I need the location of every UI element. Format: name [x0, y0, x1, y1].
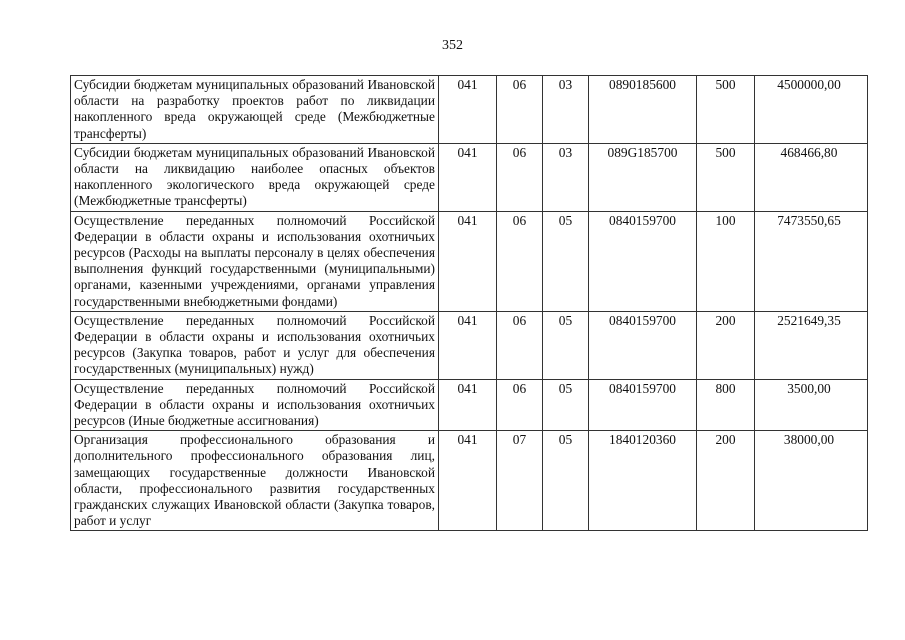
target-article-code: 0840159700: [589, 379, 697, 431]
budget-table: [70, 75, 868, 531]
table-row: [71, 211, 868, 311]
row-description: Субсидии бюджетам муниципальных образований Ивановской области на разработку проектов работ по ликвидации накопленного вреда окружающей среде (Межбюджетные трансферты): [71, 76, 439, 144]
target-article-code: 0840159700: [589, 211, 697, 311]
expense-type-code: 500: [697, 76, 755, 144]
section-code: 06: [497, 143, 543, 211]
section-code: 06: [497, 311, 543, 379]
amount: 4500000,00: [755, 76, 868, 144]
target-article-code: 0890185600: [589, 76, 697, 144]
section-code: 06: [497, 211, 543, 311]
target-article-code: 089G185700: [589, 143, 697, 211]
target-article-code: 0840159700: [589, 311, 697, 379]
table-row: [71, 379, 868, 431]
amount: 38000,00: [755, 431, 868, 531]
ministry-code: 041: [439, 211, 497, 311]
table-row: [71, 311, 868, 379]
expense-type-code: 200: [697, 431, 755, 531]
row-description: Субсидии бюджетам муниципальных образований Ивановской области на ликвидацию наиболее опасных объектов накопленного экологического вреда окружающей среде (Межбюджетные трансферты): [71, 143, 439, 211]
ministry-code: 041: [439, 431, 497, 531]
page-number: 352: [442, 38, 463, 53]
ministry-code: 041: [439, 311, 497, 379]
expense-type-code: 500: [697, 143, 755, 211]
section-code: 06: [497, 379, 543, 431]
subsection-code: 03: [543, 76, 589, 144]
table-row: [71, 431, 868, 531]
ministry-code: 041: [439, 76, 497, 144]
row-description: Осуществление переданных полномочий Российской Федерации в области охраны и использования охотничьих ресурсов (Закупка товаров, работ и услуг для обеспечения государственных (муниципальных) нужд): [71, 311, 439, 379]
section-code: 07: [497, 431, 543, 531]
section-code: 06: [497, 76, 543, 144]
row-description: Организация профессионального образования и дополнительного профессионального образования лиц, замещающих государственные должности Ивановской области, профессионального развития государственных гражданских служащих Ивановской области (Закупка товаров, работ и услуг: [71, 431, 439, 531]
table-row: [71, 143, 868, 211]
subsection-code: 03: [543, 143, 589, 211]
amount: 2521649,35: [755, 311, 868, 379]
ministry-code: 041: [439, 143, 497, 211]
subsection-code: 05: [543, 211, 589, 311]
subsection-code: 05: [543, 431, 589, 531]
target-article-code: 1840120360: [589, 431, 697, 531]
table-row: [71, 76, 868, 144]
expense-type-code: 200: [697, 311, 755, 379]
expense-type-code: 100: [697, 211, 755, 311]
row-description: Осуществление переданных полномочий Российской Федерации в области охраны и использования охотничьих ресурсов (Иные бюджетные ассигнования): [71, 379, 439, 431]
subsection-code: 05: [543, 311, 589, 379]
expense-type-code: 800: [697, 379, 755, 431]
subsection-code: 05: [543, 379, 589, 431]
row-description: Осуществление переданных полномочий Российской Федерации в области охраны и использования охотничьих ресурсов (Расходы на выплаты персоналу в целях обеспечения выполнения функций государственными (муниципальными) органами, казенными учреждениями, органами управления государственными внебюджетными фондами): [71, 211, 439, 311]
ministry-code: 041: [439, 379, 497, 431]
amount: 7473550,65: [755, 211, 868, 311]
amount: 3500,00: [755, 379, 868, 431]
amount: 468466,80: [755, 143, 868, 211]
